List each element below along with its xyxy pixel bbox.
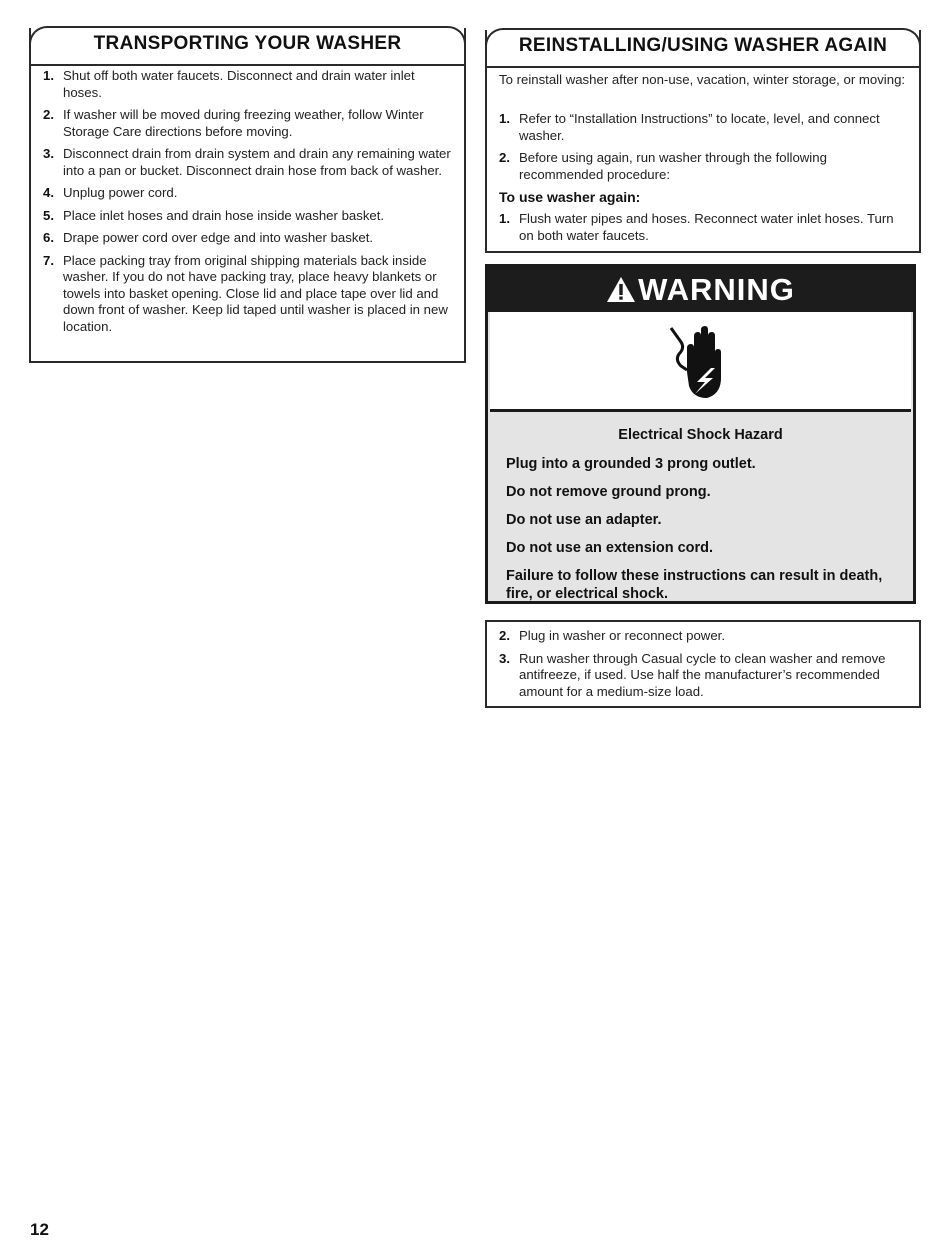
- subheading: To use washer again:: [499, 189, 641, 205]
- reinstalling-title: REINSTALLING/USING WASHER AGAIN: [518, 35, 888, 56]
- list-item: 6. Drape power cord over edge and into washer basket.: [43, 230, 374, 245]
- reinstalling-panel: [485, 30, 921, 253]
- warning-line: Failure to follow these instructions can result in death, fire, or electrical shock.: [506, 568, 883, 602]
- warning-line: Do not use an extension cord.: [506, 540, 714, 556]
- list-item: 7. Place packing tray from original shipping materials back inside washer. If you do not have packing tray, place heavy blankets or towels into basket opening. Close lid and place tape over lid and down front of washer. Keep lid taped until washer is placed in new location.: [43, 252, 448, 334]
- hazard-title: Electrical Shock Hazard: [618, 427, 783, 443]
- warning-triangle-icon: [606, 276, 636, 303]
- page-number: 12: [30, 1220, 49, 1239]
- list-item: 3. Run washer through Casual cycle to clean washer and remove antifreeze, if used. Use half the manufacturer’s recommended amount for a medium-size load.: [499, 650, 886, 699]
- list-item: 2. Before using again, run washer through the following recommended procedure:: [499, 150, 827, 182]
- reinstalling-intro: To reinstall washer after non-use, vacation, winter storage, or moving:: [499, 72, 906, 87]
- continued-panel: [485, 620, 921, 708]
- list-item: 1. Flush water pipes and hoses. Reconnect water inlet hoses. Turn on both water faucets.: [499, 211, 894, 243]
- transporting-panel: [29, 28, 466, 363]
- warning-line: Do not remove ground prong.: [506, 484, 711, 500]
- transporting-list: [31, 68, 464, 341]
- reinstalling-sublist: [487, 211, 919, 250]
- list-item: 4. Unplug power cord.: [43, 185, 178, 200]
- warning-line: Plug into a grounded 3 prong outlet.: [506, 456, 756, 472]
- warning-label: WARNING: [638, 272, 795, 307]
- warning-text: [506, 427, 895, 613]
- list-item: 1. Refer to “Installation Instructions” to locate, level, and connect washer.: [499, 111, 880, 143]
- continued-list: [487, 628, 919, 706]
- transporting-title: TRANSPORTING YOUR WASHER: [93, 33, 402, 54]
- warning-line: Do not use an adapter.: [506, 512, 662, 528]
- list-item: 2. Plug in washer or reconnect power.: [499, 628, 725, 643]
- list-item: 2. If washer will be moved during freezing weather, follow Winter Storage Care directions before moving.: [43, 107, 424, 139]
- divider: [487, 66, 919, 68]
- divider: [31, 64, 464, 66]
- list-item: 3. Disconnect drain from drain system and drain any remaining water into a pan or bucket. Disconnect drain hose from back of washer.: [43, 146, 451, 178]
- warning-box: [485, 264, 916, 604]
- electric-shock-hand-icon: [667, 322, 737, 402]
- list-item: 5. Place inlet hoses and drain hose inside washer basket.: [43, 207, 385, 223]
- reinstalling-list: [487, 111, 919, 189]
- warning-symbol-area: [490, 312, 911, 412]
- warning-header: [488, 267, 913, 312]
- list-item: 1. Shut off both water faucets. Disconnect and drain water inlet hoses.: [43, 68, 415, 100]
